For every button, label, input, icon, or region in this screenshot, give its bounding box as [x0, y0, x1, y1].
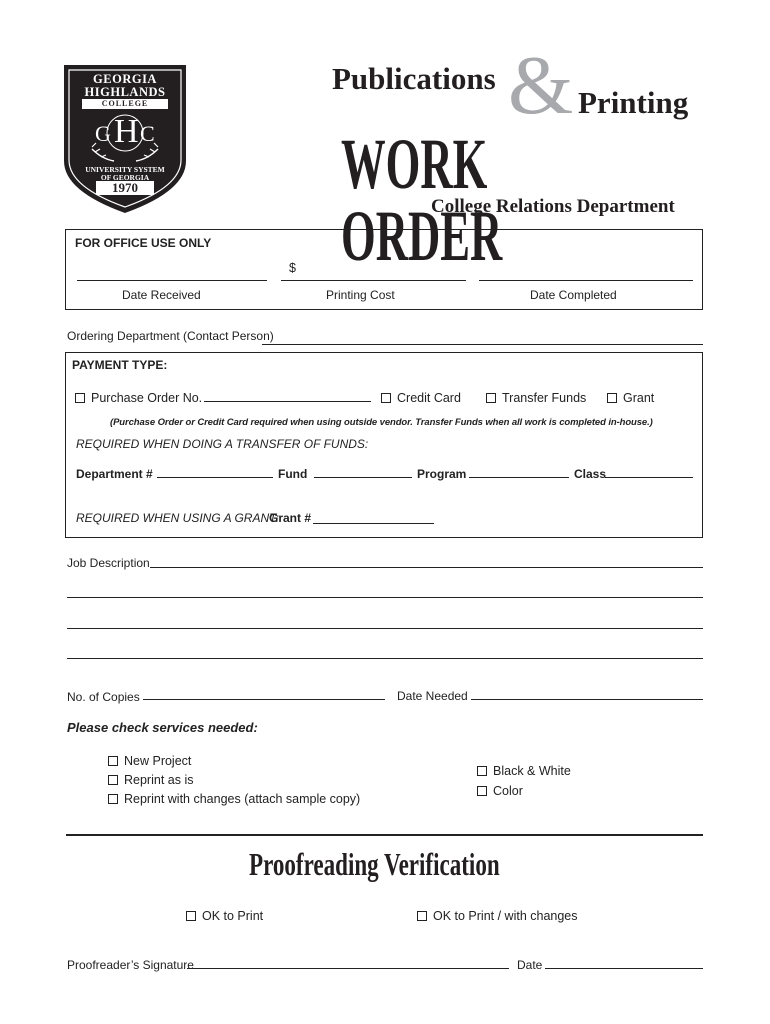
- new-project-checkbox[interactable]: [108, 754, 191, 768]
- ordering-department-field[interactable]: [262, 344, 703, 345]
- proofreading-heading: Proofreading Verification: [249, 846, 500, 882]
- department-number-field[interactable]: [157, 477, 273, 478]
- section-divider: [66, 834, 703, 836]
- reprint-with-changes-label: Reprint with changes (attach sample copy): [124, 792, 361, 806]
- logo-year: 1970: [112, 180, 138, 195]
- checkbox-square-icon: [75, 393, 85, 403]
- date-completed-label: Date Completed: [530, 288, 617, 302]
- checkbox-square-icon: [486, 393, 496, 403]
- class-field[interactable]: [605, 477, 693, 478]
- black-white-label: Black & White: [493, 764, 571, 778]
- date-needed-field[interactable]: [471, 699, 703, 700]
- date-completed-field[interactable]: [479, 280, 693, 281]
- department-subtitle: College Relations Department: [431, 196, 675, 217]
- purchase-order-number-field[interactable]: [204, 401, 371, 402]
- purchase-order-label: Purchase Order No.: [91, 391, 203, 405]
- logo-system-line2: OF GEORGIA: [100, 173, 150, 182]
- credit-card-checkbox[interactable]: [381, 391, 461, 405]
- printing-heading: Printing: [578, 85, 689, 120]
- job-description-field-line1[interactable]: [150, 567, 703, 568]
- ok-with-changes-label: OK to Print / with changes: [433, 909, 578, 923]
- checkbox-square-icon: [186, 911, 196, 921]
- college-logo: [62, 63, 188, 215]
- grant-required-label: REQUIRED WHEN USING A GRANT:: [76, 511, 279, 525]
- color-checkbox[interactable]: [477, 784, 523, 798]
- date-received-label: Date Received: [122, 288, 201, 302]
- proofreading-date-field[interactable]: [545, 968, 703, 969]
- checkbox-square-icon: [108, 756, 118, 766]
- ordering-department-label: Ordering Department (Contact Person): [67, 329, 274, 343]
- printing-cost-field[interactable]: [281, 280, 466, 281]
- logo-name-line2: HIGHLANDS: [84, 85, 166, 99]
- ok-to-print-checkbox[interactable]: [186, 909, 263, 923]
- black-white-checkbox[interactable]: [477, 764, 571, 778]
- checkbox-square-icon: [477, 786, 487, 796]
- office-use-heading: FOR OFFICE USE ONLY: [75, 236, 212, 250]
- logo-monogram-c: C: [140, 121, 155, 146]
- purchase-order-checkbox[interactable]: [75, 391, 202, 405]
- date-received-field[interactable]: [77, 280, 267, 281]
- job-description-field-line3[interactable]: [67, 628, 703, 629]
- ok-with-changes-checkbox[interactable]: [417, 909, 578, 923]
- printing-cost-label: Printing Cost: [326, 288, 395, 302]
- fund-field[interactable]: [314, 477, 412, 478]
- payment-note: (Purchase Order or Credit Card required when using outside vendor. Transfer Funds when all work is completed in-house.): [110, 417, 653, 428]
- reprint-as-is-label: Reprint as is: [124, 773, 194, 787]
- color-label: Color: [493, 784, 523, 798]
- reprint-with-changes-checkbox[interactable]: [108, 792, 360, 806]
- fund-label: Fund: [278, 467, 308, 481]
- job-description-label: Job Description: [67, 556, 150, 570]
- checkbox-square-icon: [108, 775, 118, 785]
- department-number-label: Department #: [76, 467, 153, 481]
- checkbox-square-icon: [607, 393, 617, 403]
- logo-name-line1: GEORGIA: [93, 72, 157, 86]
- logo-system-line1: UNIVERSITY SYSTEM: [85, 165, 165, 174]
- class-label: Class: [574, 467, 607, 481]
- ok-to-print-label: OK to Print: [202, 909, 264, 923]
- job-description-field-line4[interactable]: [67, 658, 703, 659]
- publications-heading: Publications: [332, 61, 496, 96]
- program-label: Program: [417, 467, 467, 481]
- logo-college-label: COLLEGE: [101, 99, 149, 108]
- grant-label: Grant: [623, 391, 655, 405]
- new-project-label: New Project: [124, 754, 192, 768]
- checkbox-square-icon: [477, 766, 487, 776]
- proofreading-date-label: Date: [517, 958, 543, 972]
- logo-monogram-g: G: [95, 121, 111, 146]
- grant-number-label: Grant #: [269, 511, 312, 525]
- checkbox-square-icon: [417, 911, 427, 921]
- checkbox-square-icon: [381, 393, 391, 403]
- checkbox-square-icon: [108, 794, 118, 804]
- program-field[interactable]: [469, 477, 569, 478]
- transfer-funds-label: Transfer Funds: [502, 391, 587, 405]
- services-heading: Please check services needed:: [67, 720, 258, 735]
- job-description-field-line2[interactable]: [67, 597, 703, 598]
- work-order-title: WORK ORDER: [341, 124, 503, 276]
- credit-card-label: Credit Card: [397, 391, 461, 405]
- date-needed-label: Date Needed: [397, 689, 468, 703]
- dollar-sign: $: [289, 261, 296, 275]
- grant-number-field[interactable]: [313, 523, 434, 524]
- copies-label: No. of Copies: [67, 690, 140, 704]
- grant-checkbox[interactable]: [607, 391, 654, 405]
- reprint-as-is-checkbox[interactable]: [108, 773, 193, 787]
- transfer-required-label: REQUIRED WHEN DOING A TRANSFER OF FUNDS:: [76, 437, 369, 451]
- copies-field[interactable]: [143, 699, 385, 700]
- ampersand-mark: &: [508, 39, 574, 132]
- transfer-funds-checkbox[interactable]: [486, 391, 586, 405]
- logo-monogram-h: H: [114, 113, 139, 150]
- proofreader-signature-field[interactable]: [187, 968, 509, 969]
- payment-type-heading: PAYMENT TYPE:: [72, 358, 168, 372]
- proofreader-signature-label: Proofreader’s Signature: [67, 958, 194, 972]
